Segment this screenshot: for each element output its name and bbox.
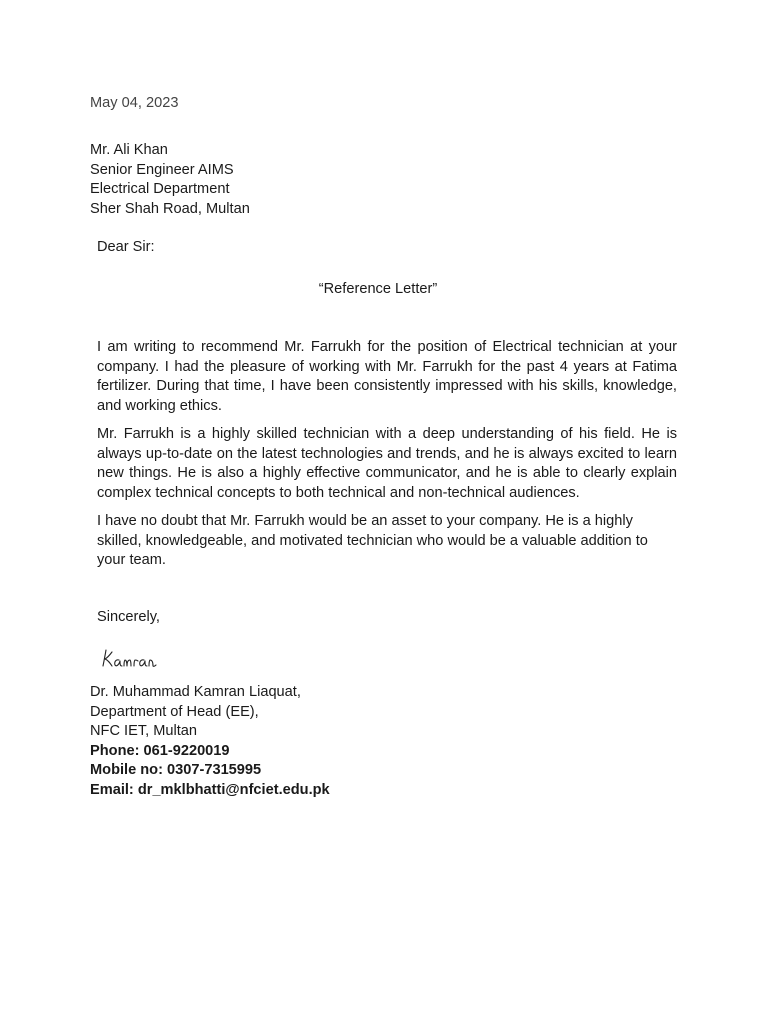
body-paragraph-2: Mr. Farrukh is a highly skilled technician with a deep understanding of his field. He is always up-to-date on the latest technologies and trends, and he is always excited to learn new things. He is also a highly effective communicator, and he is able to clearly explain complex technical concepts to both technical and non-technical audiences. (97, 426, 677, 501)
signer-mobile: Mobile no: 0307-7315995 (90, 762, 262, 778)
closing: Sincerely, (97, 609, 160, 625)
letter-date: May 04, 2023 (90, 95, 179, 111)
signer-block (90, 683, 330, 800)
letter-body (97, 338, 677, 580)
handwritten-signature (100, 646, 174, 672)
recipient-address: Sher Shah Road, Multan (90, 200, 250, 217)
recipient-title: Senior Engineer AIMS (90, 161, 234, 178)
letter-subject: “Reference Letter” (318, 281, 438, 297)
signer-phone: Phone: 061-9220019 (90, 742, 230, 759)
recipient-department: Electrical Department (90, 181, 230, 197)
body-paragraph-3: I have no doubt that Mr. Farrukh would be an asset to your company. He is a highly skilled, knowledgeable, and motivated technician who would be a valuable addition to your team. (97, 513, 648, 568)
recipient-name: Mr. Ali Khan (90, 142, 168, 158)
signer-position: Department of Head (EE), (90, 703, 259, 720)
signer-institution: NFC IET, Multan (90, 723, 198, 739)
signer-name: Dr. Muhammad Kamran Liaquat, (90, 684, 301, 700)
salutation: Dear Sir: (97, 239, 155, 255)
body-paragraph-1: I am writing to recommend Mr. Farrukh for the position of Electrical technician at your company. I had the pleasure of working with Mr. Farrukh for the past 4 years at Fatima fertilizer. During that time, I have been consistently impressed with his skills, knowledge, and working ethics. (97, 339, 677, 414)
signer-email: Email: dr_mklbhatti@nfciet.edu.pk (90, 781, 330, 798)
recipient-address-block (90, 141, 250, 219)
